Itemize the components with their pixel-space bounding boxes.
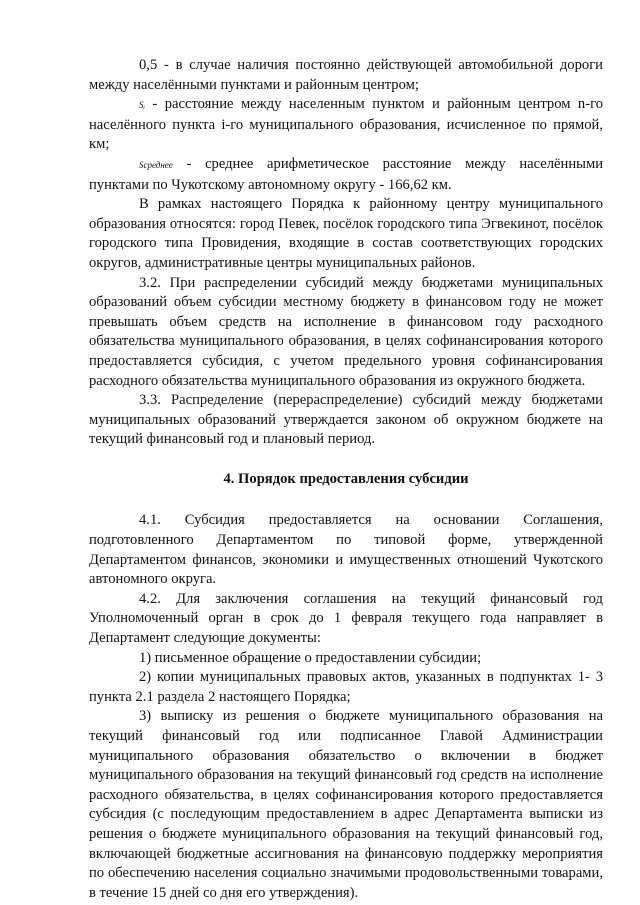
paragraph-4-1: 4.1. Субсидия предоставляется на основании Соглашения, подготовленного Департаментом по типовой форме, утвержденной Департаментом финансов, экономики и имущественных отношений Чукотского автономного округа.	[89, 512, 603, 588]
list-item-1: 1) письменное обращение о предоставлении субсидии;	[139, 649, 482, 666]
paragraph-distance-si	[89, 95, 603, 155]
paragraph-3-3: 3.3. Распределение (перераспределение) субсидий между бюджетами муниципальных образований утверждается законом об окружном бюджете на текущий финансовый год и плановый период.	[89, 392, 603, 448]
section-heading: 4. Порядок предоставления субсидии	[223, 470, 469, 487]
list-item-3: 3) выписку из решения о бюджете муниципального образования на текущий финансовый год или подписанное Главой Администрации муниципального образования обязательство о включении в бюджет муниципального образования на текущий финансовый год средств на исполнение расходного обязательства, в целях софинансирования которого предоставляется субсидия (с последующим предоставлением в адрес Департамента выписки из решения о бюджете муниципального образования на текущий финансовый год, включающей бюджетные ассигнования на финансовую поддержку мероприятия по обеспечению населения социально значимыми продовольственными товарами, в течение 15 дней со дня его утверждения).	[89, 708, 603, 901]
paragraph-distance-avg-text: - среднее арифметическое расстояние между населёнными пунктами по Чукотскому автономному округу - 166,62 км.	[89, 155, 603, 193]
formula-symbol-si: Sᵢ	[139, 100, 145, 111]
formula-symbol-savg: Sсреднее	[139, 159, 173, 170]
paragraph-district-centers: В рамках настоящего Порядка к районному центру муниципального образования относятся: город Певек, посёлок городского типа Эгвекинот, посёлок городского типа Провидения, входящие в состав соответствующих городских округов, административные центры муниципальных районов.	[89, 196, 603, 271]
paragraph-distance-si-text: - расстояние между населенным пунктом и районным центром n-го населённого пункта i-го муниципального образования, исчисленное по прямой, км;	[89, 96, 603, 153]
paragraph-4-2: 4.2. Для заключения соглашения на текущий финансовый год Уполномоченный орган в срок до 1 февраля текущего года направляет в Департамент следующие документы:	[89, 590, 603, 647]
paragraph-3-2: 3.2. При распределении субсидий между бюджетами муниципальных образований объем субсидии местному бюджету в финансовом году не может превышать объем средств на исполнение в финансовом году расходного обязательства муниципального образования, в целях софинансирования которого предоставляется субсидия, с учетом предельного уровня софинансирования расходного обязательства муниципального образования из окружного бюджета.	[89, 274, 603, 389]
paragraph-distance-avg	[89, 155, 603, 195]
document-page	[89, 56, 603, 903]
list-item-2: 2) копии муниципальных правовых актов, указанных в подпунктах 1- 3 пункта 2.1 раздела 2 настоящего Порядка;	[89, 669, 603, 705]
paragraph-coefficient: 0,5 - в случае наличия постоянно действующей автомобильной дороги между населёнными пунктами и районным центром;	[89, 57, 603, 93]
